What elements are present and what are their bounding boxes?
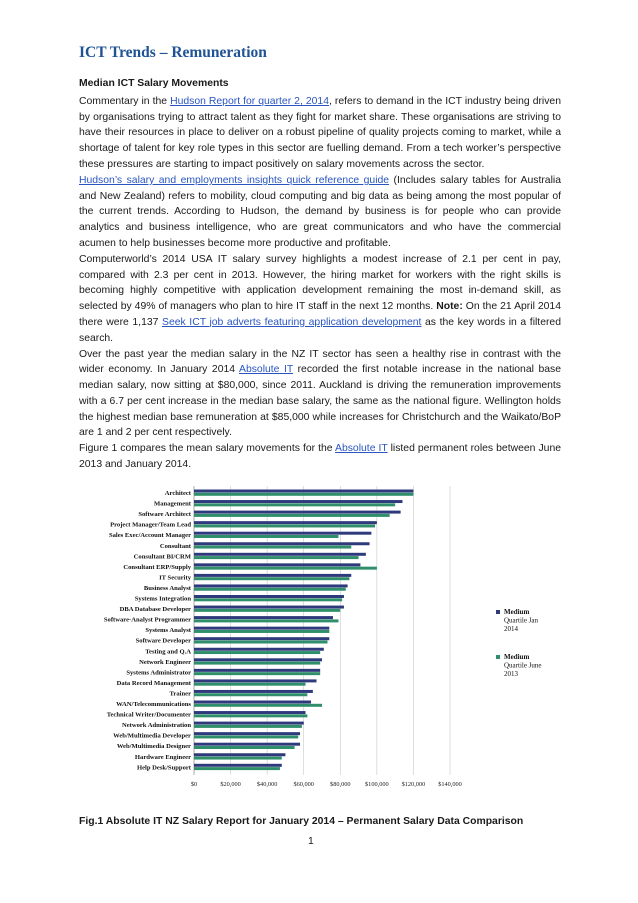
category-label: IT Security xyxy=(159,574,191,582)
legend-label: Quartile Jan xyxy=(504,616,539,625)
hudson-guide-link[interactable]: Hudson’s salary and employments insights quick reference guide xyxy=(79,175,390,187)
bar-jan-2014 xyxy=(194,553,366,556)
absolute-it-link[interactable]: Absolute IT xyxy=(239,364,294,376)
category-label: Systems Administrator xyxy=(126,669,191,677)
bar-june-2013 xyxy=(194,588,346,591)
bar-jan-2014 xyxy=(194,679,317,682)
bar-june-2013 xyxy=(194,619,338,622)
category-label: Hardware Engineer xyxy=(134,753,191,761)
category-label: Network Engineer xyxy=(139,658,191,666)
category-label: Web/Multimedia Developer xyxy=(113,732,191,740)
bar-june-2013 xyxy=(194,630,329,633)
x-tick-label: $60,000 xyxy=(293,780,314,788)
paragraph-text: listed permanent roles between June 2013 and January 2014. xyxy=(79,443,562,471)
x-tick-label: $120,000 xyxy=(401,780,426,788)
category-label: Consultant BI/CRM xyxy=(133,553,191,561)
bar-june-2013 xyxy=(194,556,359,559)
bar-june-2013 xyxy=(194,662,320,665)
bar-jan-2014 xyxy=(194,669,320,672)
paragraph-computerworld xyxy=(79,252,561,346)
legend-swatch xyxy=(496,655,500,659)
bar-june-2013 xyxy=(194,503,395,506)
category-label: Web/Multimedia Designer xyxy=(116,743,191,751)
legend-label: 2013 xyxy=(504,670,518,678)
bar-jan-2014 xyxy=(194,764,282,767)
bar-june-2013 xyxy=(194,546,351,549)
category-label: Systems Integration xyxy=(134,595,191,603)
paragraph-hudson-guide xyxy=(79,173,561,252)
seek-ict-jobs-link[interactable]: Seek ICT job adverts featuring application development xyxy=(162,316,422,328)
bar-june-2013 xyxy=(194,704,322,707)
section-heading: Median ICT Salary Movements xyxy=(79,78,229,89)
bar-jan-2014 xyxy=(194,616,333,619)
bar-jan-2014 xyxy=(194,521,377,524)
bar-jan-2014 xyxy=(194,542,370,545)
category-label: Software-Analyst Programmer xyxy=(103,616,191,624)
category-label: Software Architect xyxy=(138,511,191,519)
x-tick-label: $140,000 xyxy=(438,780,462,788)
category-label: Network Administration xyxy=(121,722,191,730)
bar-june-2013 xyxy=(194,672,320,675)
category-label: Technical Writer/Documenter xyxy=(106,711,191,719)
x-tick-label: $20,000 xyxy=(220,780,241,788)
category-label: Management xyxy=(154,500,191,508)
bar-jan-2014 xyxy=(194,500,402,503)
figure-caption: Fig.1 Absolute IT NZ Salary Report for January 2014 – Permanent Salary Data Comparison xyxy=(79,816,524,827)
absolute-it-link-2[interactable]: Absolute IT xyxy=(335,443,388,455)
category-label: Software Developer xyxy=(135,637,191,645)
paragraph-text: Commentary in the xyxy=(79,96,171,107)
legend-swatch xyxy=(496,610,500,614)
category-label: Trainer xyxy=(169,690,191,698)
paragraph-hudson-report xyxy=(79,94,561,173)
bar-june-2013 xyxy=(194,641,327,644)
category-label: Architect xyxy=(164,490,191,497)
bar-june-2013 xyxy=(194,514,390,517)
bar-june-2013 xyxy=(194,524,375,527)
legend-label: Quartile June xyxy=(504,661,542,670)
paragraph-text: recorded the first notable increase in the national base median salary, now sitting at $80,000, since 2011. Auckland is driving the remuneration improvements with a 6.7 per cent increase in the median base salary, the same as the national figure. Wellington holds the highest median base remuneration at $85,000 while increases for Christchurch and the Waikato/BoP are 1 and 2 per cent respectively. xyxy=(79,364,561,439)
bar-june-2013 xyxy=(194,493,413,496)
paragraph-nz-salary xyxy=(79,347,561,441)
category-label: Help Desk/Support xyxy=(136,764,191,772)
note-label: Note: xyxy=(436,301,463,313)
category-label: Data Record Management xyxy=(116,679,191,687)
x-tick-label: $100,000 xyxy=(365,780,389,788)
category-label: Consultant ERP/Supply xyxy=(123,563,191,571)
bar-jan-2014 xyxy=(194,690,313,693)
category-label: Testing and Q.A xyxy=(145,648,191,656)
bar-jan-2014 xyxy=(194,511,401,514)
bar-june-2013 xyxy=(194,683,306,686)
paragraph-text: , refers to demand in the ICT industry being driven by organisations trying to attract talent as they fight for market share. These organisations are striving to have their resources in place to deliver on a robust pipeline of quality projects coming to market, while a shortage of talent for key role types in this sector are fuelling demand. From a tech worker’s perspective these pressures are starting to impact positively on salary movements across the sector. xyxy=(79,96,561,170)
salary-comparison-chart xyxy=(74,482,554,799)
bar-june-2013 xyxy=(194,609,340,612)
body-text xyxy=(79,94,561,473)
bar-jan-2014 xyxy=(194,732,300,735)
bar-jan-2014 xyxy=(194,711,306,714)
bar-jan-2014 xyxy=(194,648,324,651)
paragraph-text: (Includes salary tables for Australia and New Zealand) refers to mobility, cloud computing and big data as being among the most popular of the current trends. According to Hudson, the demand by business is for people who can provide analytics and business intelligence, who are great communicators and who have the commercial acumen to help businesses become more productive and profitable. xyxy=(79,175,561,249)
bar-jan-2014 xyxy=(194,637,329,640)
bar-june-2013 xyxy=(194,567,377,570)
paragraph-text: Figure 1 compares the mean salary movements for the xyxy=(79,443,336,455)
bar-jan-2014 xyxy=(194,606,344,609)
legend-label: Medium xyxy=(504,653,530,661)
bar-june-2013 xyxy=(194,767,280,770)
bar-june-2013 xyxy=(194,714,307,717)
hudson-report-link[interactable]: Hudson Report for quarter 2, 2014 xyxy=(170,96,329,107)
category-label: Consultant xyxy=(159,542,191,550)
bar-june-2013 xyxy=(194,535,338,538)
bar-june-2013 xyxy=(194,735,298,738)
category-label: Sales Exec/Account Manager xyxy=(108,532,191,540)
x-tick-label: $0 xyxy=(190,780,198,788)
x-tick-label: $40,000 xyxy=(256,780,278,788)
bar-jan-2014 xyxy=(194,574,351,577)
bar-jan-2014 xyxy=(194,701,311,704)
page-number: 1 xyxy=(308,836,314,847)
category-label: Systems Analyst xyxy=(145,627,191,635)
bar-jan-2014 xyxy=(194,722,304,725)
paragraph-text: Computerworld’s 2014 USA IT salary survey highlights a modest increase of 2.1 per cent in pay, compared with 2.3 per cent in 2013. However, the hiring market for workers with the right skills is becoming highly competitive with application development remaining the most in-demand skill, as selected by 49% of managers who plan to hire IT staff in the next 12 months. xyxy=(79,254,561,313)
bar-june-2013 xyxy=(194,598,342,601)
page-title: ICT Trends – Remuneration xyxy=(79,44,267,61)
bar-jan-2014 xyxy=(194,658,322,661)
paragraph-text: as the key words in a filtered search. xyxy=(79,316,561,344)
bar-june-2013 xyxy=(194,651,320,654)
legend-label: 2014 xyxy=(504,625,518,633)
category-label: DBA Database Developer xyxy=(119,606,191,614)
bar-jan-2014 xyxy=(194,595,344,598)
bar-jan-2014 xyxy=(194,563,360,566)
category-label: Project Manager/Team Lead xyxy=(110,521,191,529)
chart-svg xyxy=(74,482,554,794)
legend-label: Medium xyxy=(504,608,530,616)
paragraph-text: On the 21 April 2014 there were 1,137 xyxy=(79,301,561,328)
category-label: WAN/Telecommunications xyxy=(116,701,191,708)
bar-jan-2014 xyxy=(194,627,329,630)
paragraph-text: Over the past year the median salary in the NZ IT sector has seen a healthy rise in contrast with the wider economy. In January 2014 xyxy=(79,348,561,376)
bar-june-2013 xyxy=(194,577,349,580)
bar-june-2013 xyxy=(194,746,295,749)
bar-june-2013 xyxy=(194,757,282,760)
bar-jan-2014 xyxy=(194,532,371,535)
category-label: Business Analyst xyxy=(143,584,191,592)
bar-jan-2014 xyxy=(194,584,348,587)
bar-jan-2014 xyxy=(194,743,300,746)
x-tick-label: $80,000 xyxy=(330,780,351,788)
paragraph-figure-intro xyxy=(79,441,561,472)
bar-jan-2014 xyxy=(194,753,285,756)
bar-june-2013 xyxy=(194,693,307,696)
bar-jan-2014 xyxy=(194,490,413,493)
bar-june-2013 xyxy=(194,725,302,728)
